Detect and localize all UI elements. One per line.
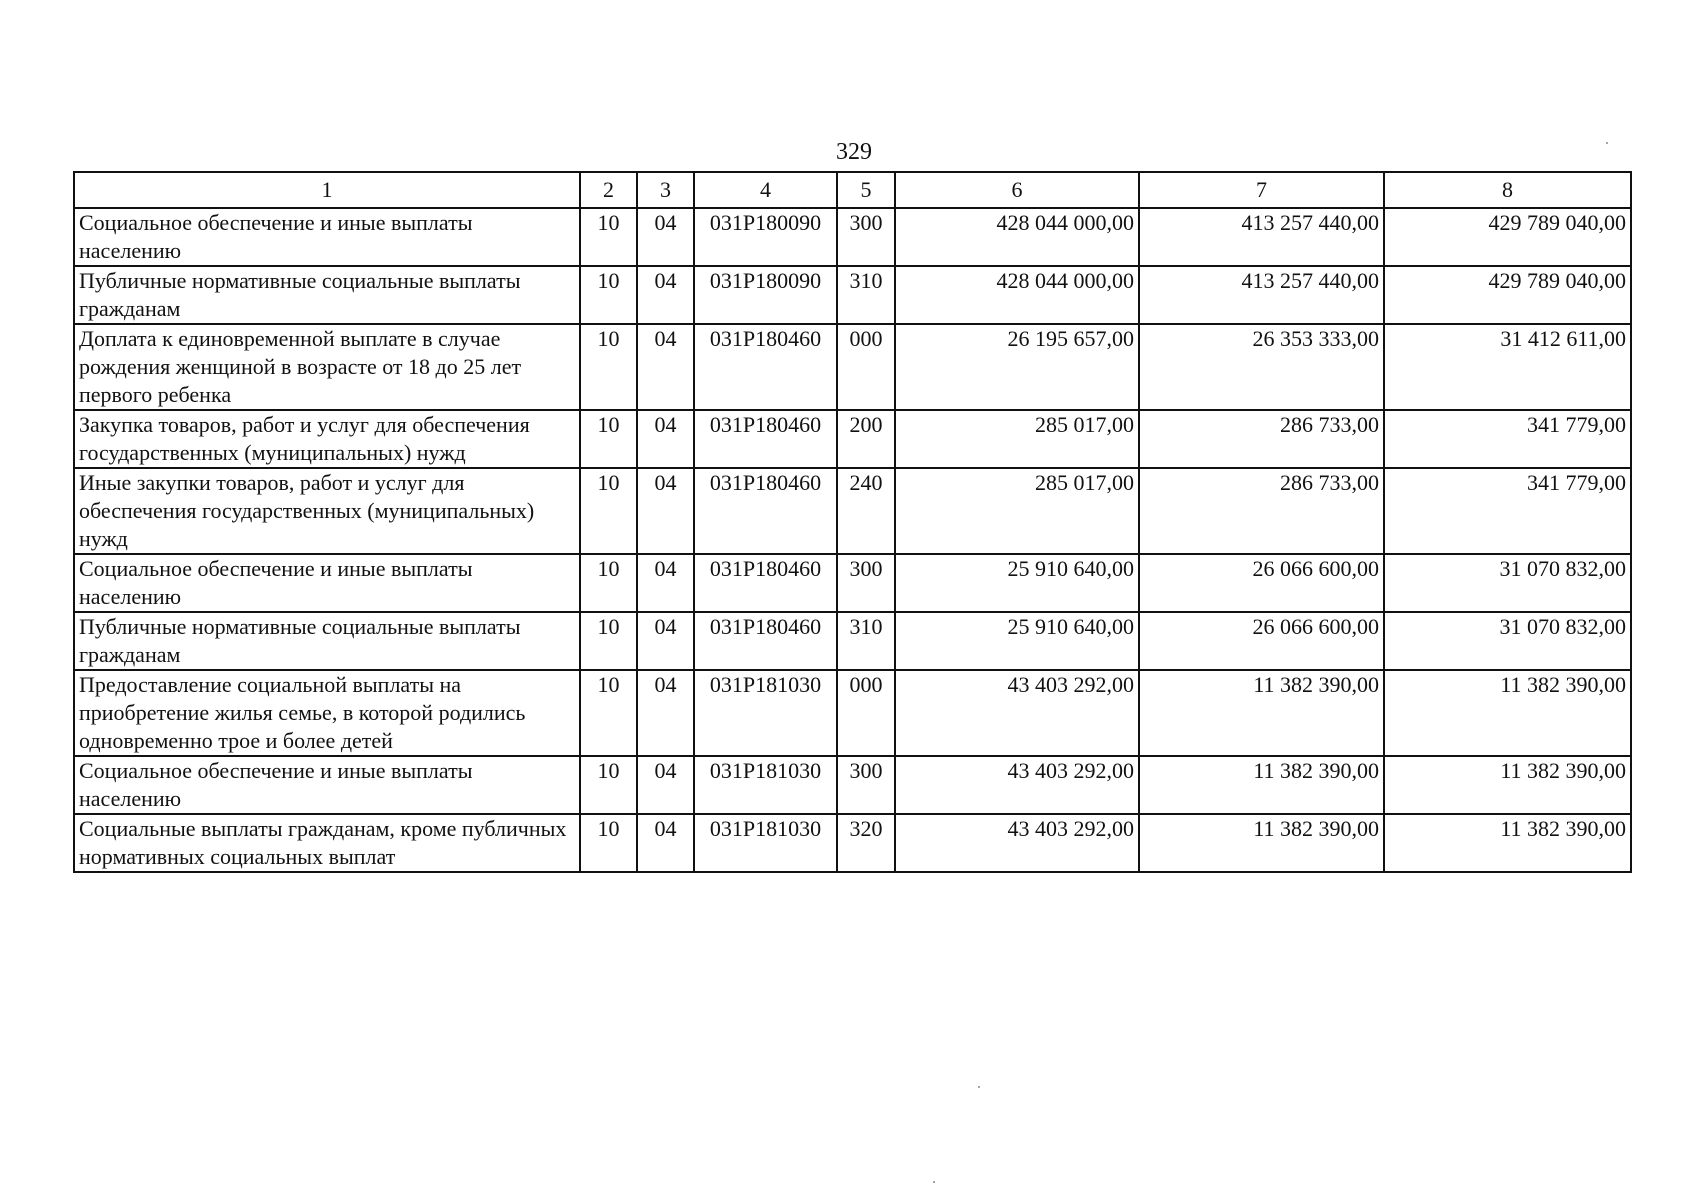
row-name: Социальные выплаты гражданам, кроме публичных нормативных социальных выплат [74, 814, 580, 872]
row-name: Иные закупки товаров, работ и услуг для обеспечения государственных (муниципальных) нужд [74, 468, 580, 554]
subsection-code: 04 [637, 266, 694, 324]
section-code: 10 [580, 756, 637, 814]
expense-type-code: 310 [837, 612, 895, 670]
section-code: 10 [580, 266, 637, 324]
amount-year-3: 429 789 040,00 [1384, 266, 1631, 324]
amount-year-2: 11 382 390,00 [1139, 814, 1384, 872]
row-name: Социальное обеспечение и иные выплаты населению [74, 756, 580, 814]
amount-year-1: 26 195 657,00 [895, 324, 1139, 410]
amount-year-3: 341 779,00 [1384, 410, 1631, 468]
column-header: 1 [74, 172, 580, 208]
target-code: 031P180460 [694, 554, 837, 612]
section-code: 10 [580, 324, 637, 410]
section-code: 10 [580, 468, 637, 554]
table-row [74, 410, 1631, 468]
scan-speck [978, 1086, 980, 1088]
subsection-code: 04 [637, 670, 694, 756]
target-code: 031P180460 [694, 468, 837, 554]
amount-year-1: 285 017,00 [895, 468, 1139, 554]
amount-year-1: 25 910 640,00 [895, 554, 1139, 612]
amount-year-1: 428 044 000,00 [895, 208, 1139, 266]
subsection-code: 04 [637, 468, 694, 554]
column-header: 4 [694, 172, 837, 208]
amount-year-2: 26 066 600,00 [1139, 612, 1384, 670]
page-number: 329 [836, 139, 872, 165]
table-row [74, 814, 1631, 872]
row-name: Предоставление социальной выплаты на приобретение жилья семье, в которой родились одновременно трое и более детей [74, 670, 580, 756]
section-code: 10 [580, 208, 637, 266]
target-code: 031P180090 [694, 266, 837, 324]
target-code: 031P181030 [694, 814, 837, 872]
column-header: 6 [895, 172, 1139, 208]
expense-type-code: 320 [837, 814, 895, 872]
amount-year-3: 11 382 390,00 [1384, 670, 1631, 756]
table-row [74, 554, 1631, 612]
target-code: 031P181030 [694, 670, 837, 756]
target-code: 031P180460 [694, 324, 837, 410]
table-row [74, 324, 1631, 410]
subsection-code: 04 [637, 554, 694, 612]
expense-type-code: 000 [837, 324, 895, 410]
budget-table [73, 171, 1632, 873]
subsection-code: 04 [637, 208, 694, 266]
amount-year-2: 26 066 600,00 [1139, 554, 1384, 612]
amount-year-3: 31 070 832,00 [1384, 612, 1631, 670]
subsection-code: 04 [637, 814, 694, 872]
column-header: 8 [1384, 172, 1631, 208]
amount-year-2: 286 733,00 [1139, 410, 1384, 468]
scan-speck [933, 1181, 935, 1183]
column-header: 5 [837, 172, 895, 208]
table-row [74, 612, 1631, 670]
expense-type-code: 310 [837, 266, 895, 324]
section-code: 10 [580, 410, 637, 468]
table-row [74, 208, 1631, 266]
subsection-code: 04 [637, 410, 694, 468]
column-header: 3 [637, 172, 694, 208]
amount-year-3: 11 382 390,00 [1384, 756, 1631, 814]
column-header: 7 [1139, 172, 1384, 208]
section-code: 10 [580, 554, 637, 612]
expense-type-code: 240 [837, 468, 895, 554]
amount-year-1: 43 403 292,00 [895, 814, 1139, 872]
scan-speck [1606, 142, 1608, 144]
section-code: 10 [580, 670, 637, 756]
row-name: Доплата к единовременной выплате в случае рождения женщиной в возрасте от 18 до 25 лет первого ребенка [74, 324, 580, 410]
table-header-row [74, 172, 1631, 208]
expense-type-code: 300 [837, 756, 895, 814]
table-row [74, 756, 1631, 814]
expense-type-code: 300 [837, 208, 895, 266]
section-code: 10 [580, 612, 637, 670]
expense-type-code: 000 [837, 670, 895, 756]
row-name: Публичные нормативные социальные выплаты гражданам [74, 266, 580, 324]
row-name: Публичные нормативные социальные выплаты гражданам [74, 612, 580, 670]
amount-year-3: 11 382 390,00 [1384, 814, 1631, 872]
table-row [74, 670, 1631, 756]
target-code: 031P180090 [694, 208, 837, 266]
row-name: Социальное обеспечение и иные выплаты населению [74, 208, 580, 266]
amount-year-1: 285 017,00 [895, 410, 1139, 468]
amount-year-1: 25 910 640,00 [895, 612, 1139, 670]
expense-type-code: 200 [837, 410, 895, 468]
target-code: 031P180460 [694, 612, 837, 670]
amount-year-2: 11 382 390,00 [1139, 670, 1384, 756]
table-row [74, 266, 1631, 324]
section-code: 10 [580, 814, 637, 872]
table-row [74, 468, 1631, 554]
amount-year-3: 31 070 832,00 [1384, 554, 1631, 612]
amount-year-3: 429 789 040,00 [1384, 208, 1631, 266]
amount-year-2: 286 733,00 [1139, 468, 1384, 554]
subsection-code: 04 [637, 324, 694, 410]
amount-year-3: 31 412 611,00 [1384, 324, 1631, 410]
subsection-code: 04 [637, 756, 694, 814]
amount-year-1: 43 403 292,00 [895, 756, 1139, 814]
row-name: Закупка товаров, работ и услуг для обеспечения государственных (муниципальных) нужд [74, 410, 580, 468]
amount-year-3: 341 779,00 [1384, 468, 1631, 554]
amount-year-1: 43 403 292,00 [895, 670, 1139, 756]
target-code: 031P181030 [694, 756, 837, 814]
target-code: 031P180460 [694, 410, 837, 468]
column-header: 2 [580, 172, 637, 208]
row-name: Социальное обеспечение и иные выплаты населению [74, 554, 580, 612]
amount-year-2: 26 353 333,00 [1139, 324, 1384, 410]
amount-year-2: 413 257 440,00 [1139, 208, 1384, 266]
amount-year-1: 428 044 000,00 [895, 266, 1139, 324]
subsection-code: 04 [637, 612, 694, 670]
amount-year-2: 413 257 440,00 [1139, 266, 1384, 324]
expense-type-code: 300 [837, 554, 895, 612]
amount-year-2: 11 382 390,00 [1139, 756, 1384, 814]
